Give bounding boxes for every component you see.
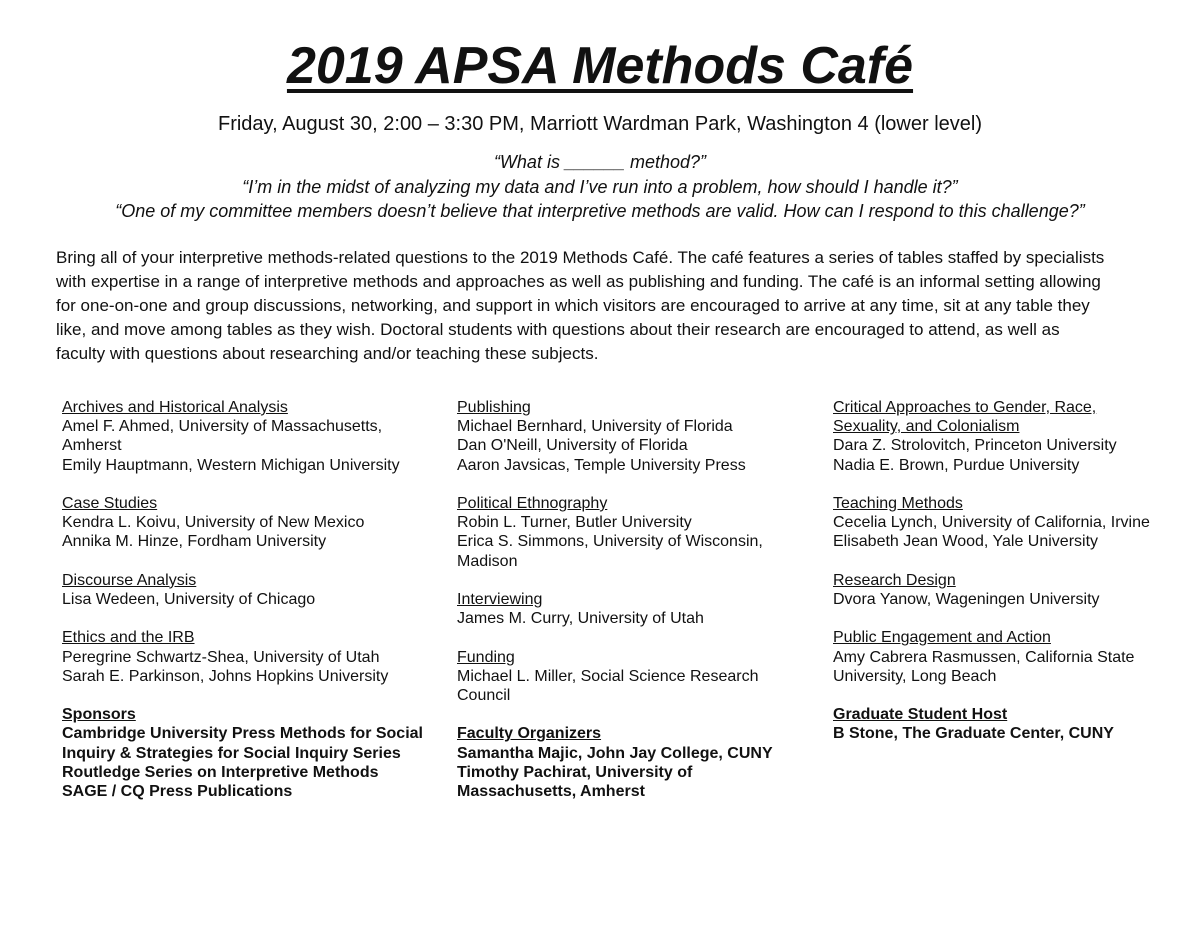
table-group: [457, 398, 807, 475]
sponsor: SAGE / CQ Press Publications: [62, 783, 293, 800]
group-member: Aaron Javsicas, Temple University Press: [457, 456, 746, 474]
group-member: Annika M. Hinze, Fordham University: [62, 533, 327, 551]
group-member: Sarah E. Parkinson, Johns Hopkins University: [62, 667, 389, 685]
sponsor: Routledge Series on Interpretive Methods: [62, 763, 379, 781]
group-heading: Public Engagement and Action: [833, 629, 1051, 647]
group-member: Erica S. Simmons, University of Wisconsin, Madison: [457, 533, 763, 570]
page-title-text: 2019 APSA Methods Café: [286, 37, 914, 95]
group-heading: Case Studies: [62, 495, 158, 512]
group-member: Dan O'Neill, University of Florida: [457, 437, 688, 455]
host: B Stone, The Graduate Center, CUNY: [833, 725, 1114, 743]
group-heading: Sponsors: [62, 706, 136, 724]
group-heading: Interviewing: [457, 591, 543, 608]
quote: “What is ______ method?”: [493, 152, 707, 172]
table-group: [62, 571, 432, 609]
group-member: Michael L. Miller, Social Science Research Council: [457, 667, 759, 704]
group-member: Elisabeth Jean Wood, Yale University: [833, 533, 1099, 551]
group-heading: Teaching Methods: [833, 495, 963, 512]
group-member: Amel F. Ahmed, University of Massachusetts, Amherst: [62, 418, 383, 455]
group-heading: Research Design: [833, 571, 956, 589]
host-group: [833, 705, 1163, 743]
table-group: [833, 628, 1163, 686]
group-heading: Discourse Analysis: [62, 571, 197, 589]
column-3: [833, 398, 1163, 763]
group-member: Amy Cabrera Rasmussen, California State University, Long Beach: [833, 648, 1135, 685]
organizers-group: [457, 724, 807, 801]
organizer: Samantha Majic, John Jay College, CUNY: [457, 744, 773, 762]
column-1: [62, 398, 432, 820]
quotes-block: [0, 150, 1200, 224]
group-member: James M. Curry, University of Utah: [457, 610, 704, 628]
table-group: [457, 590, 807, 628]
group-heading: Ethics and the IRB: [62, 629, 195, 647]
group-member: Cecelia Lynch, University of California, Irvine: [833, 514, 1150, 532]
group-member: Robin L. Turner, Butler University: [457, 514, 692, 532]
table-group: [457, 494, 807, 571]
group-member: Kendra L. Koivu, University of New Mexico: [62, 514, 365, 532]
group-heading: Political Ethnography: [457, 495, 608, 512]
table-group: [62, 494, 432, 552]
intro-paragraph: Bring all of your interpretive methods-related questions to the 2019 Methods Café. The café features a series of tables staffed by specialists with expertise in a range of interpretive methods and approaches as well as publishing and funding. The café is an informal setting allowing for one-on-one and group discussions, networking, and support in which visitors are encouraged to arrive at any time, sit at any table they like, and move among tables as they wish. Doctoral students with questions about their research are encouraged to attend, as well as faculty with questions about researching and/or teaching these subjects.: [56, 248, 1105, 363]
group-heading: Graduate Student Host: [833, 706, 1008, 724]
sponsors-group: [62, 705, 432, 801]
group-heading: Funding: [457, 648, 515, 666]
organizer: Timothy Pachirat, University of Massachusetts, Amherst: [457, 763, 693, 800]
quote: “I’m in the midst of analyzing my data and I’ve run into a problem, how should I handle it?”: [242, 176, 958, 197]
group-member: Nadia E. Brown, Purdue University: [833, 456, 1080, 474]
group-member: Dara Z. Strolovitch, Princeton University: [833, 437, 1117, 455]
table-group: [833, 494, 1163, 552]
group-heading: Critical Approaches to Gender, Race, Sexuality, and Colonialism: [833, 399, 1097, 436]
column-2: [457, 398, 807, 820]
table-group: [833, 571, 1163, 609]
group-member: Dvora Yanow, Wageningen University: [833, 591, 1100, 608]
table-group: [833, 398, 1163, 475]
group-member: Michael Bernhard, University of Florida: [457, 418, 733, 436]
sponsor: Cambridge University Press Methods for Social Inquiry & Strategies for Social Inquiry Series: [62, 725, 423, 762]
group-member: Peregrine Schwartz-Shea, University of Utah: [62, 648, 380, 666]
table-group: [62, 398, 432, 475]
group-heading: Publishing: [457, 399, 531, 416]
group-heading: Archives and Historical Analysis: [62, 399, 288, 416]
event-details: Friday, August 30, 2:00 – 3:30 PM, Marriott Wardman Park, Washington 4 (lower level): [217, 113, 983, 135]
page-title: [0, 36, 1200, 96]
group-member: Emily Hauptmann, Western Michigan University: [62, 456, 400, 474]
group-member: Lisa Wedeen, University of Chicago: [62, 591, 316, 608]
group-heading: Faculty Organizers: [457, 725, 602, 743]
table-group: [457, 648, 807, 706]
quote: “One of my committee members doesn’t believe that interpretive methods are valid. How can I respond to this challenge?”: [115, 201, 1085, 221]
table-group: [62, 628, 432, 686]
